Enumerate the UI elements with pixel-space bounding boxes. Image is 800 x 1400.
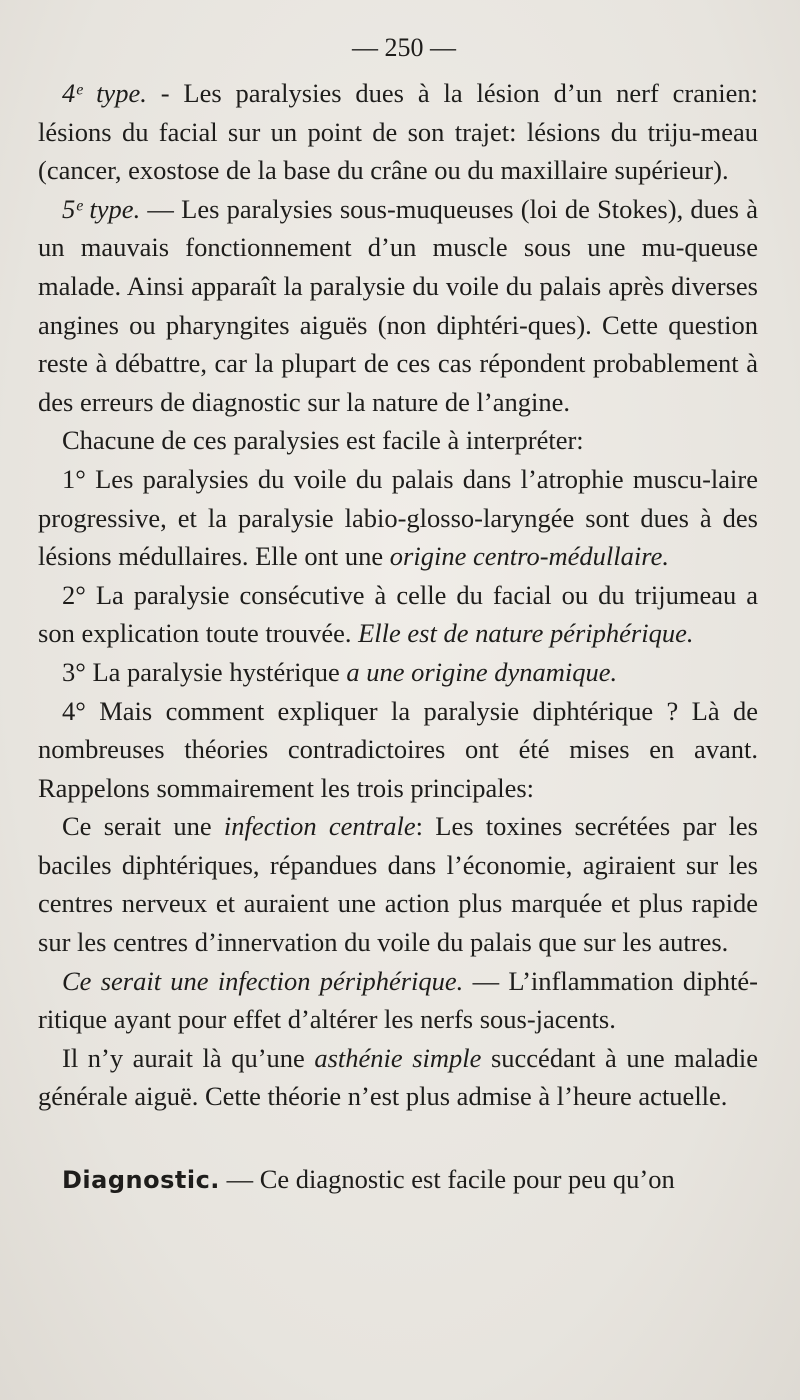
diagnostic-paragraph: [38, 1160, 758, 1200]
paragraph-point-2: [38, 576, 758, 653]
paragraph-text: — Ce diagnostic est facile pour peu qu’on: [219, 1164, 675, 1195]
paragraph-text: — Les paralysies sous-muqueuses (loi de Stokes), dues à un mauvais fonctionnement d’un muscle sous une mu-queuse malade. Ainsi apparaît la paralysie du voile du palais après diverses angines ou pharyngites aiguës (non diphtéri-ques). Cette question reste à débattre, car la plupart de ces cas répondent probablement à des erreurs de diagnostic sur la nature de l’angine.: [38, 193, 758, 417]
paragraph-text: - Les paralysies dues à la lésion d’un nerf cranien: lésions du facial sur un point de son trajet: lésions du triju-meau (cancer, exostose de la base du crâne ou du maxillaire supérieur).: [38, 78, 758, 186]
paragraph-text: 1° Les paralysies du voile du palais dans l’atrophie muscu-laire progressive, et la paralysie labio-glosso-laryngée sont dues à des lésions médullaires. Elle ont une: [38, 463, 758, 572]
type-label: 5ᵉ type.: [62, 193, 141, 224]
paragraph-text: 2° La paralysie consécutive à celle du facial ou du trijumeau a son explication toute trouvée.: [38, 579, 758, 649]
paragraph-text: 4° Mais comment expliquer la paralysie diphtérique ? Là de nombreuses théories contradictoires ont été mises en avant. Rappelons sommairement les trois principales:: [38, 695, 758, 803]
paragraph-type-4: [38, 74, 758, 190]
paragraph-text: Il n’y aurait là qu’une: [62, 1042, 315, 1073]
paragraph-theory-asthenia: [38, 1039, 758, 1116]
emphasis-text: Ce serait une infection périphérique.: [62, 965, 464, 996]
section-heading: Diagnostic.: [62, 1166, 220, 1195]
paragraph-intro: [38, 421, 758, 460]
paragraph-type-5: [38, 190, 758, 422]
paragraph-point-1: [38, 460, 758, 576]
emphasis-text: a une origine dynamique.: [346, 656, 618, 687]
emphasis-text: origine centro-médullaire.: [389, 541, 669, 572]
section-spacer: [38, 1116, 758, 1160]
paragraph-theory-peripheral: [38, 962, 758, 1039]
page-number: — 250 —: [352, 33, 456, 62]
type-label: 4ᵉ type.: [62, 78, 147, 108]
emphasis-text: asthénie simple: [314, 1042, 482, 1073]
paragraph-theory-central: [38, 807, 758, 961]
paragraph-text: Ce serait une: [62, 811, 224, 842]
paragraph-text: : Les toxines secrétées par les baciles diphtériques, répandues dans l’économie, agiraient sur les centres nerveux et auraient une action plus marquée et plus rapide sur les centres d’innervation du voile du palais que sur les autres.: [38, 811, 758, 958]
emphasis-text: infection centrale: [223, 811, 416, 842]
paragraph-point-3: [38, 653, 758, 692]
paragraph-text: — L’inflammation diphté-ritique ayant pour effet d’altérer les nerfs sous-jacents.: [38, 965, 758, 1035]
paragraph-text: Chacune de ces paralysies est facile à interpréter:: [62, 425, 584, 456]
paragraph-text: succédant à une maladie générale aiguë. Cette théorie n’est plus admise à l’heure actuelle.: [38, 1042, 759, 1112]
paragraph-text: 3° La paralysie hystérique: [62, 656, 347, 687]
paragraph-point-4: [38, 692, 758, 808]
emphasis-text: Elle est de nature périphérique.: [358, 618, 694, 649]
